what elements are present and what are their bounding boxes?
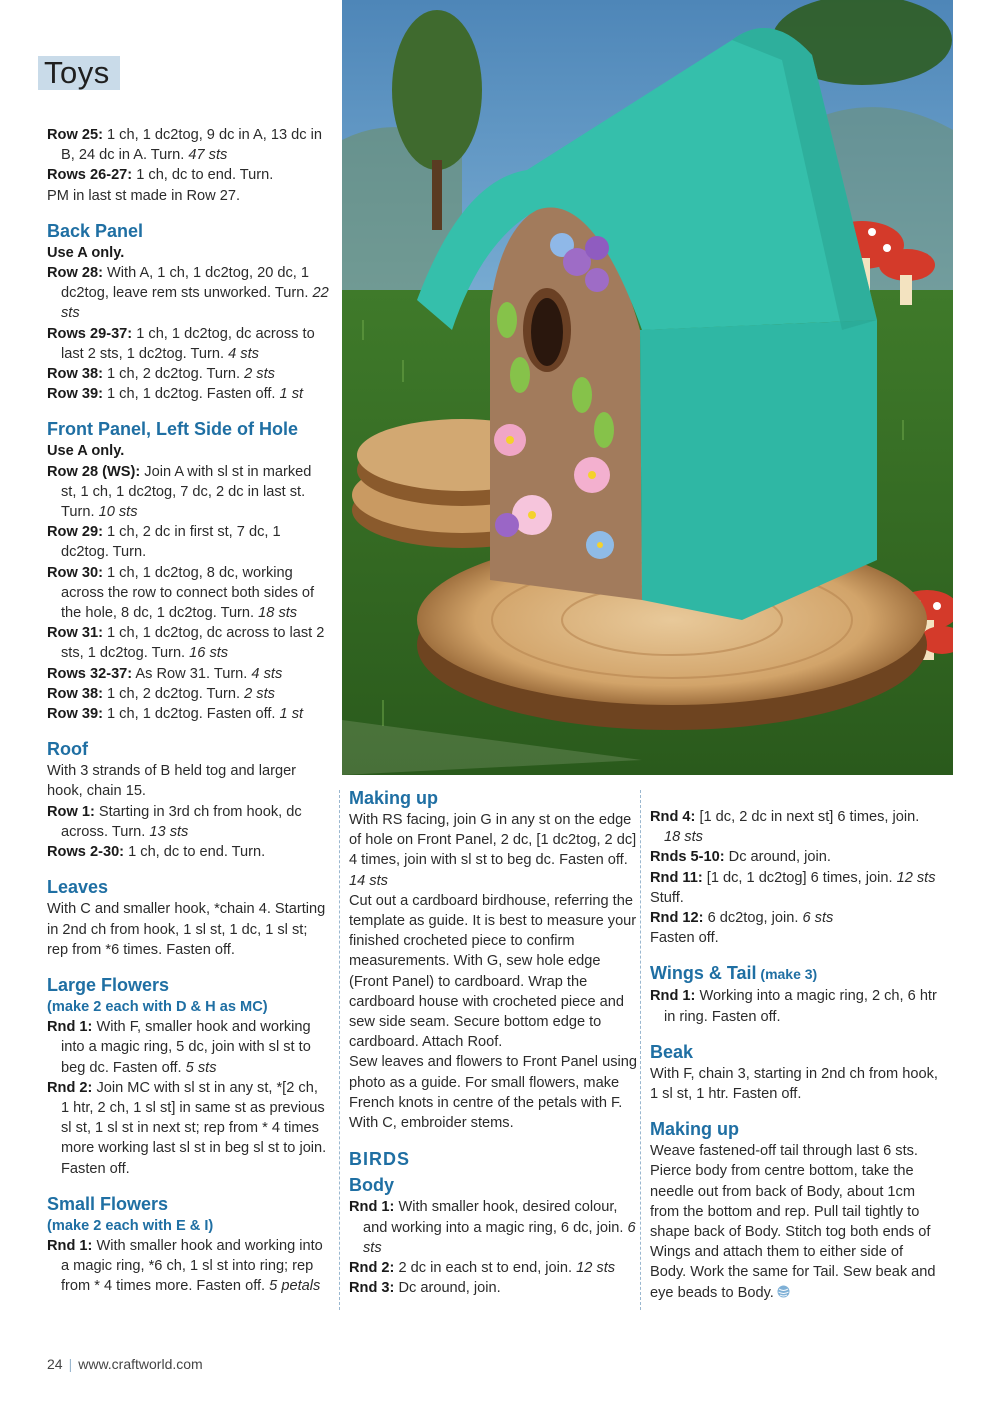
column-2: Making up With RS facing, join G in any st on the edge of hole on Front Panel, 2 dc, [1 dc2tog, 2 dc] 4 times, join with sl st to beg dc. Fasten off. 14 sts Cut out a cardboard birdhouse, referring the template as guide. It is best to measure your finished crocheted piece to confirm measurements. With G, sew hole edge (Front Panel) to cardboard. Wrap the cardboard house with crocheted piece and sew side seam. Secure bottom edge to cardboard. Attach Roof. Sew leaves and flowers to Front Panel using photo as a guide. For small flowers, make French knots in centre of the petals with F. With C, embroider stems. BIRDS Body Rnd 1: With smaller hook, desired colour, and working into a magic ring, 6 dc, join. 6 sts Rnd 2: 2 dc in each st to end, join. 12 sts Rnd 3: Dc around, join.	[349, 788, 637, 1297]
page-footer: 24 | www.craftworld.com	[47, 1356, 203, 1372]
heading-birds: BIRDS	[349, 1149, 411, 1170]
page-number: 24	[47, 1356, 63, 1372]
heading-body: Body	[349, 1175, 394, 1196]
heading-roof: Roof	[47, 739, 88, 760]
column-3: Rnd 4: [1 dc, 2 dc in next st] 6 times, join. 18 sts Rnds 5-10: Dc around, join. Rnd 11: [1 dc, 1 dc2tog] 6 times, join. 12 sts Stuff. Rnd 12: 6 dc2tog, join. 6 sts Fasten off. Wings & Tail (make 3) Rnd 1: Working into a magic ring, 2 ch, 6 htr in ring. Fasten off. Beak With F, chain 3, starting in 2nd ch from hook, 1 sl st, 1 htr. Fasten off. Making up Weave fastened-off tail through last 6 sts. Pierce body from centre bottom, take the needle out from back of Body, about 1cm from the bottom and rep. Pull tail tightly to shape back of Body. Stitch tog both ends of Wings and attach them to either side of Body. Work the same for Tail. Sew beak and eye beads to Body.	[650, 809, 938, 1301]
heading-beak: Beak	[650, 1041, 694, 1062]
heading-wings-tail: Wings & Tail (make 3)	[650, 963, 818, 984]
column-divider	[339, 790, 340, 1310]
yarn-ball-icon	[777, 1284, 790, 1297]
heading-back-panel: Back Panel	[47, 220, 144, 241]
heading-leaves: Leaves	[47, 877, 109, 898]
birdhouse-photo	[342, 0, 953, 775]
heading-making-up: Making up	[349, 788, 438, 808]
heading-large-flowers: Large Flowers	[47, 974, 170, 995]
footer-url[interactable]: www.craftworld.com	[78, 1356, 203, 1372]
section-title: Toys	[38, 56, 120, 90]
heading-front-panel: Front Panel, Left Side of Hole	[47, 419, 299, 440]
heading-small-flowers: Small Flowers	[47, 1193, 169, 1214]
heading-making-up-birds: Making up	[650, 1119, 739, 1140]
column-divider	[640, 790, 641, 1310]
column-1: Row 25: 1 ch, 1 dc2tog, 9 dc in A, 13 dc in B, 24 dc in A. Turn. 47 sts Rows 26-27: 1 ch, dc to end. Turn. PM in last st made in Row 27. Back Panel Use A only. Row 28: With A, 1 ch, 1 dc2tog, 20 dc, 1 dc2tog, leave rem sts unworked. Turn. 22 sts Rows 29-37: 1 ch, 1 dc2tog, dc across to last 2 sts, 1 dc2tog. Turn. 4 sts Row 38: 1 ch, 2 dc2tog. Turn. 2 sts Row 39: 1 ch, 1 dc2tog. Fasten off. 1 st Front Panel, Left Side of Hole Use A only. Row 28 (WS): Join A with sl st in marked st, 1 ch, 1 dc2tog, 7 dc, 2 dc in last st. Turn. 10 sts Row 29: 1 ch, 2 dc in first st, 7 dc, 1 dc2tog. Turn. Row 30: 1 ch, 1 dc2tog, 8 dc, working across the row to connect both sides of the hole, 8 dc, 1 dc2tog. Turn. 18 sts Row 31: 1 ch, 1 dc2tog, dc across to last 2 sts, 1 dc2tog. Turn. 16 sts Rows 32-37: As Row 31. Turn. 4 sts Row 38: 1 ch, 2 dc2tog. Turn. 2 sts Row 39: 1 ch, 1 dc2tog. Fasten off. 1 st Roof With 3 strands of B held tog and larger hook, chain 15. Row 1: Starting in 3rd ch from hook, dc across. Turn. 13 sts Rows 2-30: 1 ch, dc to end. Turn. Leaves With C and smaller hook, *chain 4. Starting in 2nd ch from hook, 1 sl st, 1 dc, 1 sl st; rep from *6 times. Fasten off. Large Flowers (make 2 each with D & H as MC) Rnd 1: With F, smaller hook and working into a magic ring, 5 dc, join with sl st to beg dc. Fasten off. 5 sts Rnd 2: Join MC with sl st in any st, *[2 ch, 1 htr, 2 ch, 1 sl st] in same st as previous sl st, 1 sl st in next st; rep from * 4 times more working last sl st in beg sl st to join. Fasten off. Small Flowers (make 2 each with E & I) Rnd 1: With smaller hook and working into a magic ring, *6 ch, 1 sl st into ring; rep from * 4 times more. Fasten off. 5 petals	[47, 127, 329, 1295]
